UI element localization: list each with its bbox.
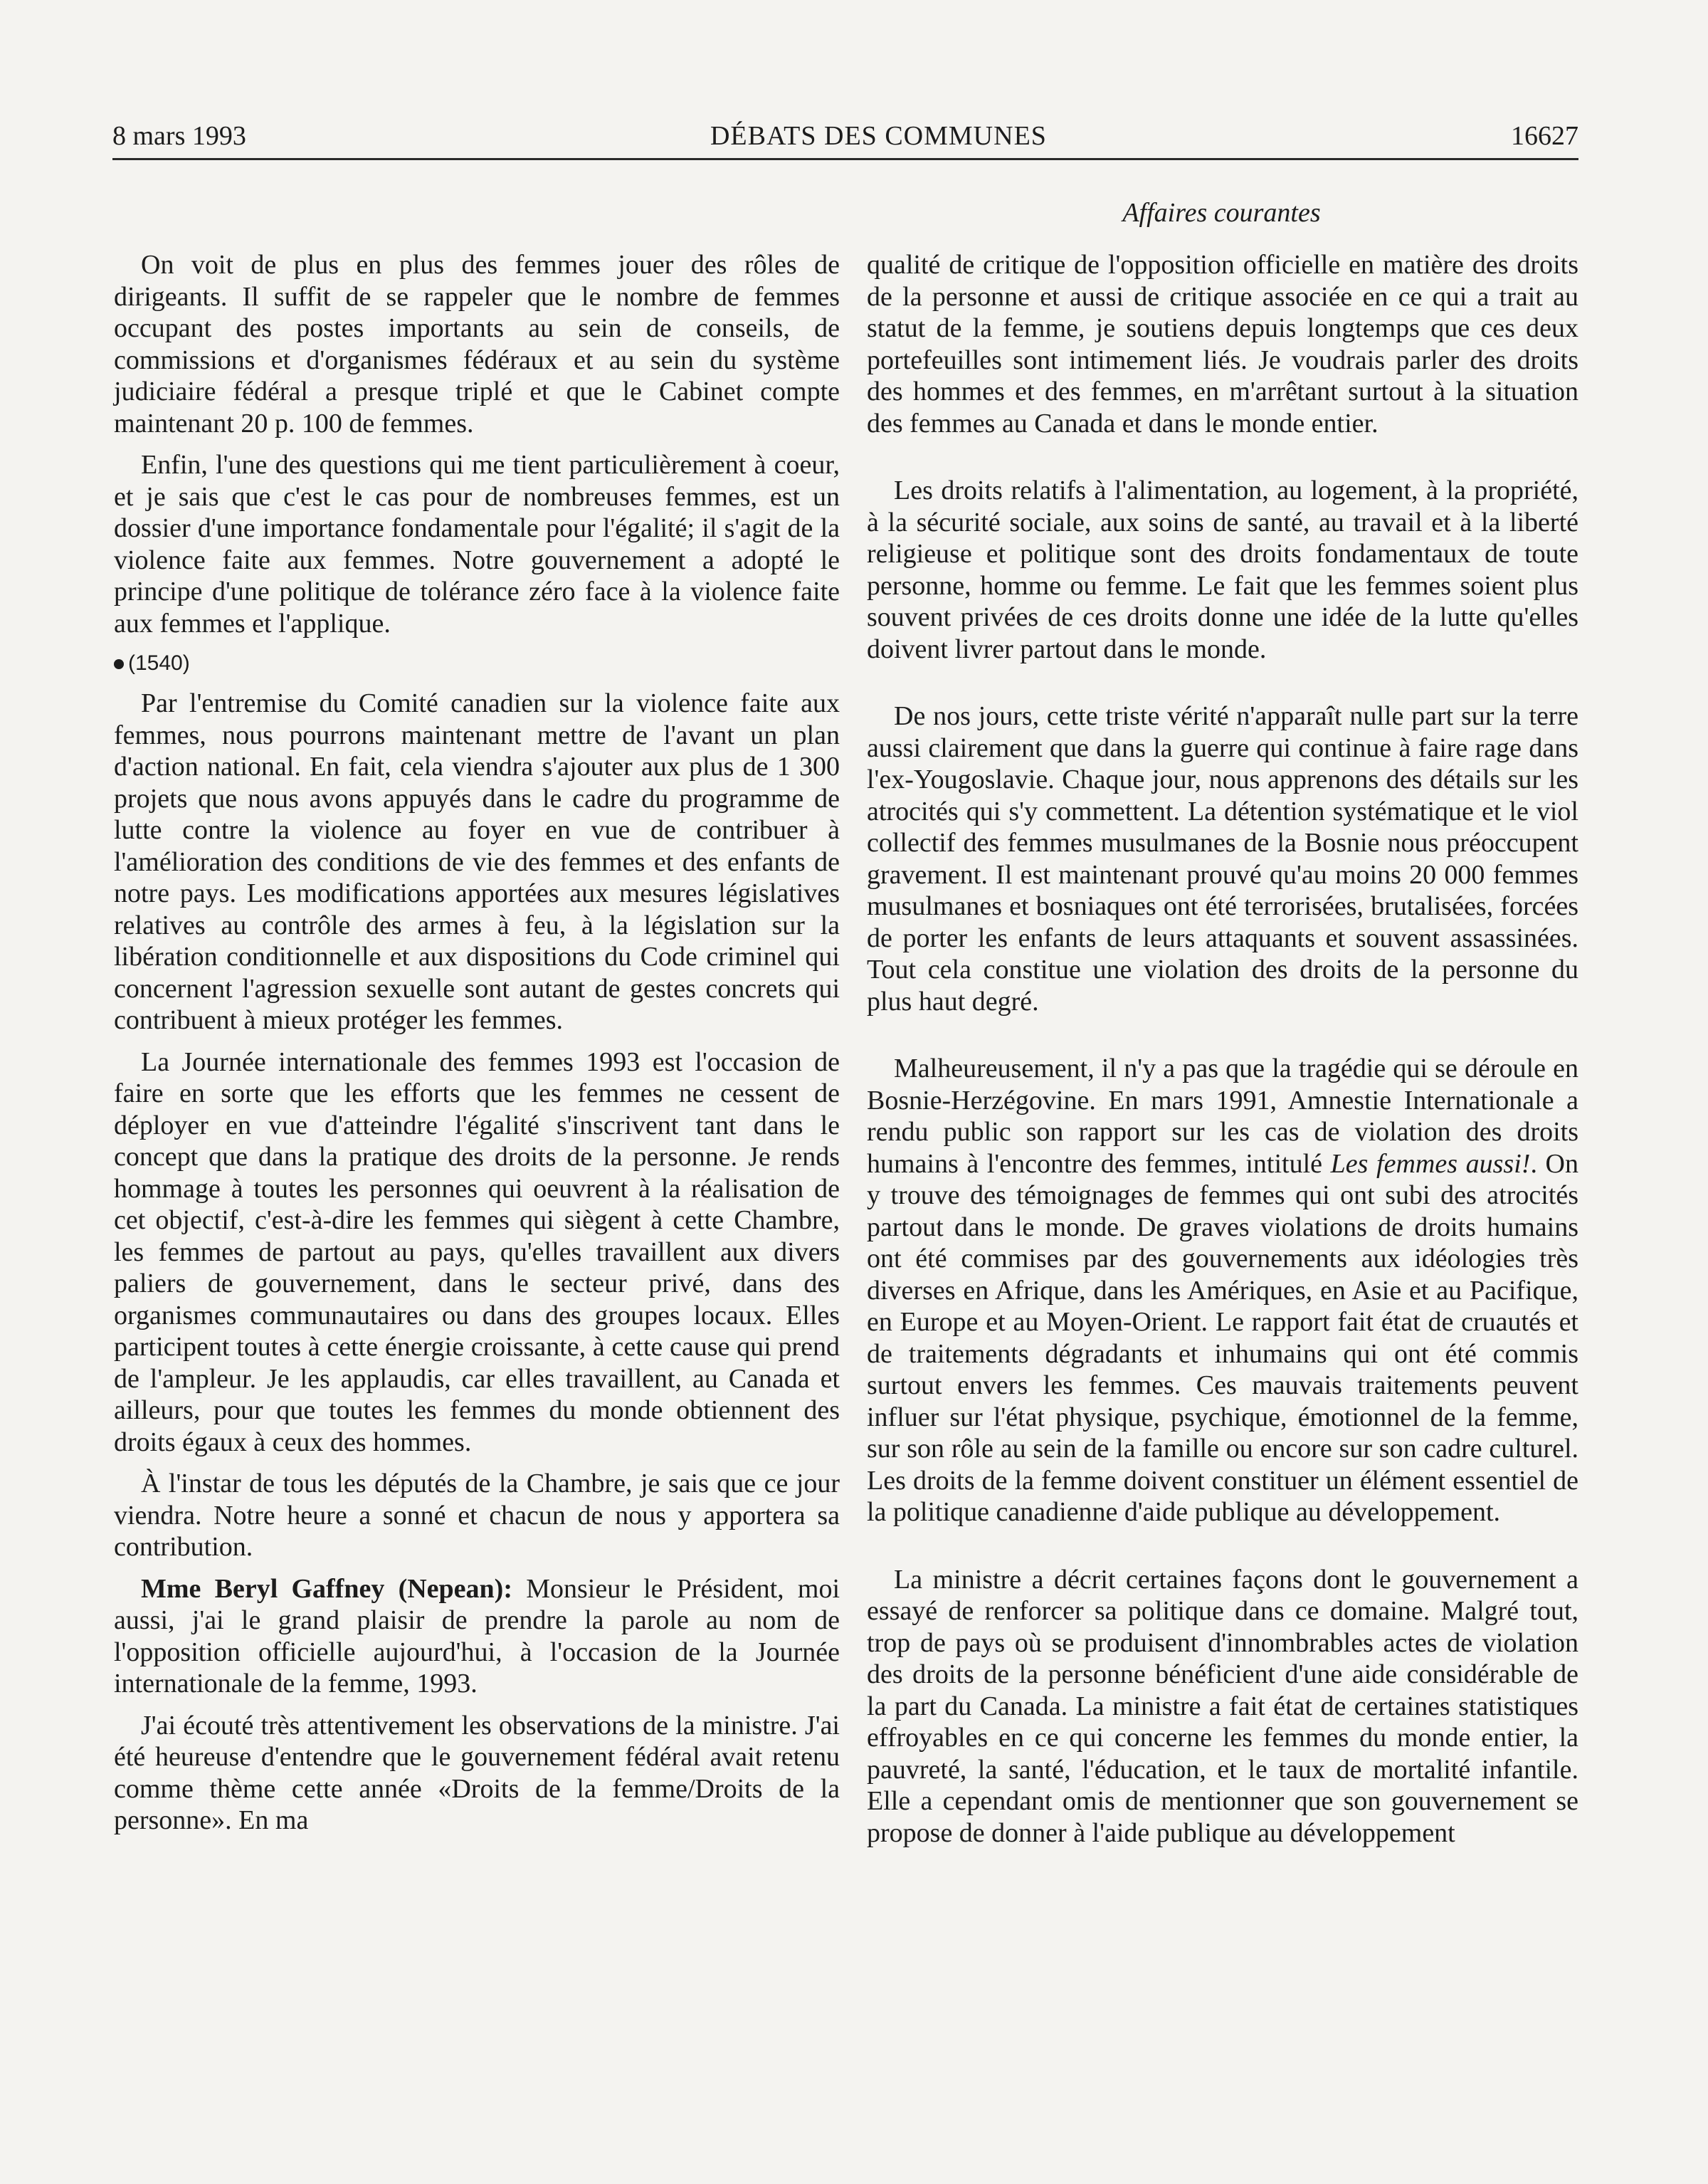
bullet-icon — [114, 659, 124, 669]
paragraph — [114, 1573, 840, 1700]
paragraph: La Journée internationale des femmes 1993 est l'occasion de faire en sorte que les efforts que les femmes ne cessent de déployer en vue d'atteindre l'égalité s'inscrivent tant dans le concept que dans la pratique des droits de la personne. Je rends hommage à toutes les personnes qui oeuvrent à la réalisation de cet objectif, c'est-à-dire les femmes qui siègent à cette Chambre, les femmes de partout au pays, qu'elles travaillent aux divers paliers de gouvernement, dans le secteur privé, dans des organismes communautaires ou dans des groupes locaux. Elles participent toutes à cette énergie croissante, à cette cause qui prend de l'ampleur. Je les applaudis, car elles travaillent, au Canada et ailleurs, pour que toutes les femmes du monde obtiennent des droits égaux à ceux des hommes. — [114, 1046, 840, 1457]
paragraph: Les droits relatifs à l'alimentation, au logement, à la propriété, à la sécurité sociale, aux soins de santé, au travail et à la liberté religieuse et politique sont des droits fondamentaux de toute personne, homme ou femme. Le fait que les femmes soient plus souvent privées de ces droits donne une idée de la lutte qu'elles doivent livrer partout dans le monde. — [867, 476, 1578, 664]
time-marker — [114, 649, 840, 678]
speaker-name: Mme Beryl Gaffney (Nepean): — [141, 1573, 512, 1604]
paragraph: Par l'entremise du Comité canadien sur la violence faite aux femmes, nous pourrons maintenant mettre de l'avant un plan d'action national. En fait, cela viendra s'ajouter aux plus de 1 300 projets que nous avons appuyés dans le cadre du programme de lutte contre la violence au foyer en vue de contribuer à l'amélioration des conditions de vie des femmes et des enfants de notre pays. Les modifications apportées aux mesures législatives relatives au contrôle des armes à feu, à la législation sur la libération conditionnelle et aux dispositions du Code criminel qui concernent l'agression sexuelle sont autant de gestes concrets qui contribuent à mieux protéger les femmes. — [114, 688, 840, 1035]
speech-text: Monsieur le Président, moi aussi, j'ai le grand plaisir de prendre la parole au nom de l'opposition officielle aujourd'hui, à l'occasion de la Journée internationale de la femme, 1993. — [114, 1573, 840, 1699]
report-title: Les femmes aussi! — [1330, 1148, 1531, 1179]
left-column — [114, 249, 840, 1847]
paragraph: qualité de critique de l'opposition officielle en matière des droits de la personne et aussi de critique associée en ce qui a trait au statut de la femme, je soutiens depuis longtemps que ces deux portefeuilles sont intimement liés. Je voudrais parler des droits des hommes et des femmes, en m'arrêtant surtout à la situation des femmes au Canada et dans le monde entier. — [867, 250, 1578, 439]
paragraph: La ministre a décrit certaines façons dont le gouvernement a essayé de renforcer sa politique dans ce domaine. Malgré tout, trop de pays où se produisent d'innombrables actes de violation des droits de la personne bénéficient d'une aide considérable de la part du Canada. La ministre a fait état de certaines statistiques effroyables en ce qui concerne les femmes du monde entier, la pauvreté, la santé, l'éducation, et le taux de mortalité infantile. Elle a cependant omis de mentionner que son gouvernement se propose de donner à l'aide publique au développement — [867, 1564, 1578, 1848]
right-column — [867, 249, 1578, 1884]
section-rubric: Affaires courantes — [1122, 198, 1321, 228]
paragraph-text: Malheureusement, il n'y a pas que la tragédie qui se déroule en Bosnie-Herzégovine. En mars 1991, Amnestie Internationale a rendu public son rapport sur les cas de violation des droits humains à l'encontre des femmes, intitulé — [867, 1054, 1578, 1179]
paragraph: À l'instar de tous les députés de la Chambre, je sais que ce jour viendra. Notre heure a sonné et chacun de nous y apportera sa contribution. — [114, 1469, 840, 1562]
header-date: 8 mars 1993 — [112, 121, 246, 151]
paragraph: Enfin, l'une des questions qui me tient particulièrement à coeur, et je sais que c'est le cas pour de nombreuses femmes, est un dossier d'une importance fondamentale pour l'égalité; il s'agit de la violence faite aux femmes. Notre gouvernement a adopté le principe d'une politique de tolérance zéro face à la violence faite aux femmes et l'applique. — [114, 450, 840, 639]
paragraph: J'ai écouté très attentivement les observations de la ministre. J'ai été heureuse d'entendre que le gouvernement fédéral avait retenu comme thème cette année «Droits de la femme/Droits de la personne». En ma — [114, 1710, 840, 1835]
header-title: DÉBATS DES COMMUNES — [710, 121, 1047, 151]
header-page-number: 16627 — [1511, 121, 1578, 151]
paragraph: On voit de plus en plus des femmes jouer des rôles de dirigeants. Il suffit de se rappeler que le nombre de femmes occupant des postes importants au sein de conseils, de commissions et d'organismes fédéraux et au sein du système judiciaire fédéral a presque triplé et que le Cabinet compte maintenant 20 p. 100 de femmes. — [114, 250, 840, 439]
paragraph: De nos jours, cette triste vérité n'apparaît nulle part sur la terre aussi clairement que dans la guerre qui continue à faire rage dans l'ex-Yougoslavie. Chaque jour, nous apprenons des détails sur les atrocités qui s'y commettent. La détention systématique et le viol collectif des femmes musulmanes de la Bosnie nous préoccupent gravement. Il est maintenant prouvé qu'au moins 20 000 femmes musulmanes et bosniaques ont été terrorisées, brutalisées, forcées de porter les enfants de leurs attaquants et souvent assassinées. Tout cela constitue une violation des droits de la personne du plus haut degré. — [867, 701, 1578, 1017]
paragraph — [867, 1053, 1578, 1528]
time-marker-text: (1540) — [128, 651, 190, 675]
running-header — [112, 120, 1578, 152]
header-rule — [112, 158, 1578, 160]
paragraph-text: . On y trouve des témoignages de femmes qui ont subi des atrocités partout dans le monde. De graves violations de droits humains ont été commises par des gouvernements aux idéologies très diverses en Afrique, dans les Amériques, en Asie et au Pacifique, en Europe et au Moyen-Orient. Le rapport fait état de cruautés et de traitements dégradants et inhumains qui ont été commis surtout envers les femmes. Ces mauvais traitements peuvent influer sur l'état physique, psychique, émotionnel de la femme, sur son rôle au sein de la famille ou encore sur son cadre culturel. Les droits de la femme doivent constituer un élément essentiel de la politique canadienne d'aide publique au développement. — [867, 1148, 1578, 1527]
